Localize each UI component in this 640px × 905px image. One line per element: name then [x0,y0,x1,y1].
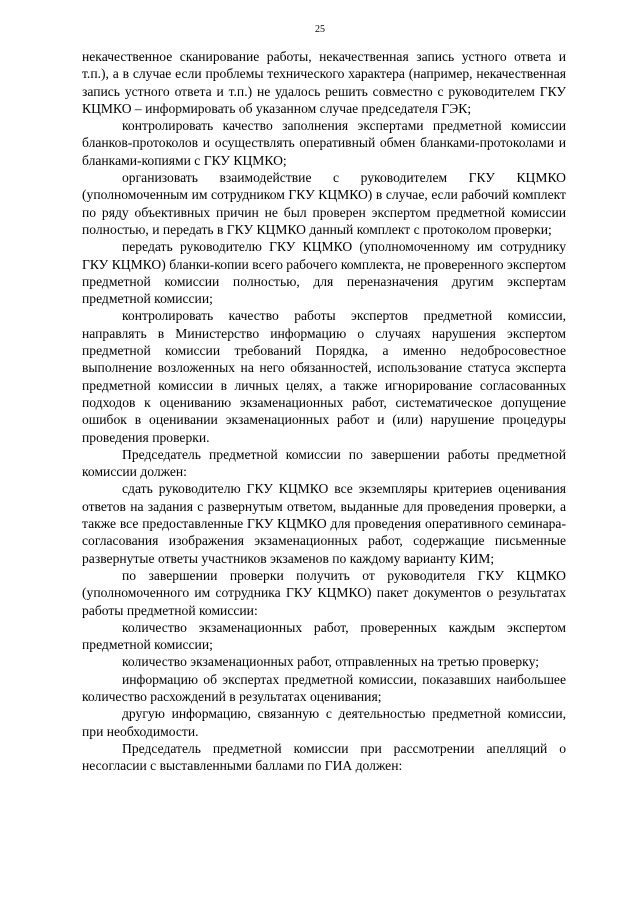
paragraph: Председатель предметной комиссии при рассмотрении апелляций о несогласии с выставленными баллами по ГИА должен: [82,740,566,774]
paragraph: некачественное сканирование работы, некачественная запись устного ответа и т.п.), а в случае если проблемы технического характера (например, некачественная запись устного ответа и т.п.) не удалось решить совместно с руководителем ГКУ КЦМКО – информировать об указанном случае председателя ГЭК; [82,49,566,116]
paragraph: количество экзаменационных работ, отправленных на третью проверку; [122,654,539,670]
paragraph: по завершении проверки получить от руководителя ГКУ КЦМКО (уполномоченного им сотрудника ГКУ КЦМКО) пакет документов о результатах работы предметной комиссии: [82,567,566,618]
paragraph: контролировать качество работы экспертов предметной комиссии, направлять в Министерство информацию о случаях нарушения экспертом предметной комиссии требований Порядка, а именно недобросовестное выполнение возложенных на него обязанностей, использование статуса эксперта предметной комиссии в личных целях, а также игнорирование согласованных подходов к оцениванию экзаменационных работ, систематическое допущение ошибок в оценивании экзаменационных работ и (или) нарушение процедуры проведения проверки. [82,308,566,445]
paragraph: организовать взаимодействие с руководителем ГКУ КЦМКО (уполномоченным им сотрудником ГКУ КЦМКО) в случае, если рабочий комплект по ряду объективных причин не был проверен экспертом предметной комиссии полностью, и передать в ГКУ КЦМКО данный комплект с протоколом проверки; [82,170,566,237]
paragraph: другую информацию, связанную с деятельностью предметной комиссии, при необходимости. [82,706,566,739]
paragraph: информацию об экспертах предметной комиссии, показавших наибольшее количество расхождений в результатах оценивания; [82,671,566,704]
paragraph: передать руководителю ГКУ КЦМКО (уполномоченному им сотруднику ГКУ КЦМКО) бланки-копии всего рабочего комплекта, не проверенного экспертом предметной комиссии полностью, для переназначения другим экспертам предметной комиссии; [82,239,566,307]
paragraph: количество экзаменационных работ, проверенных каждым экспертом предметной комиссии; [82,619,566,653]
page-number: 25 [315,24,325,35]
paragraph: контролировать качество заполнения экспертами предметной комиссии бланков-протоколов и осуществлять оперативный обмен бланками-протоколами и бланками-копиями с ГКУ КЦМКО; [82,118,566,168]
paragraph: сдать руководителю ГКУ КЦМКО все экземпляры критериев оценивания ответов на задания с развернутым ответом, выданные для проведения проверки, а также все предоставленные ГКУ КЦМКО для проведения оперативного семинара-согласования изображения экзаменационных работ, содержащие письменные развернутые ответы участников экзаменов по каждому варианту КИМ; [82,481,566,566]
document-body [82,48,566,774]
paragraph: Председатель предметной комиссии по завершении работы предметной комиссии должен: [82,446,566,480]
